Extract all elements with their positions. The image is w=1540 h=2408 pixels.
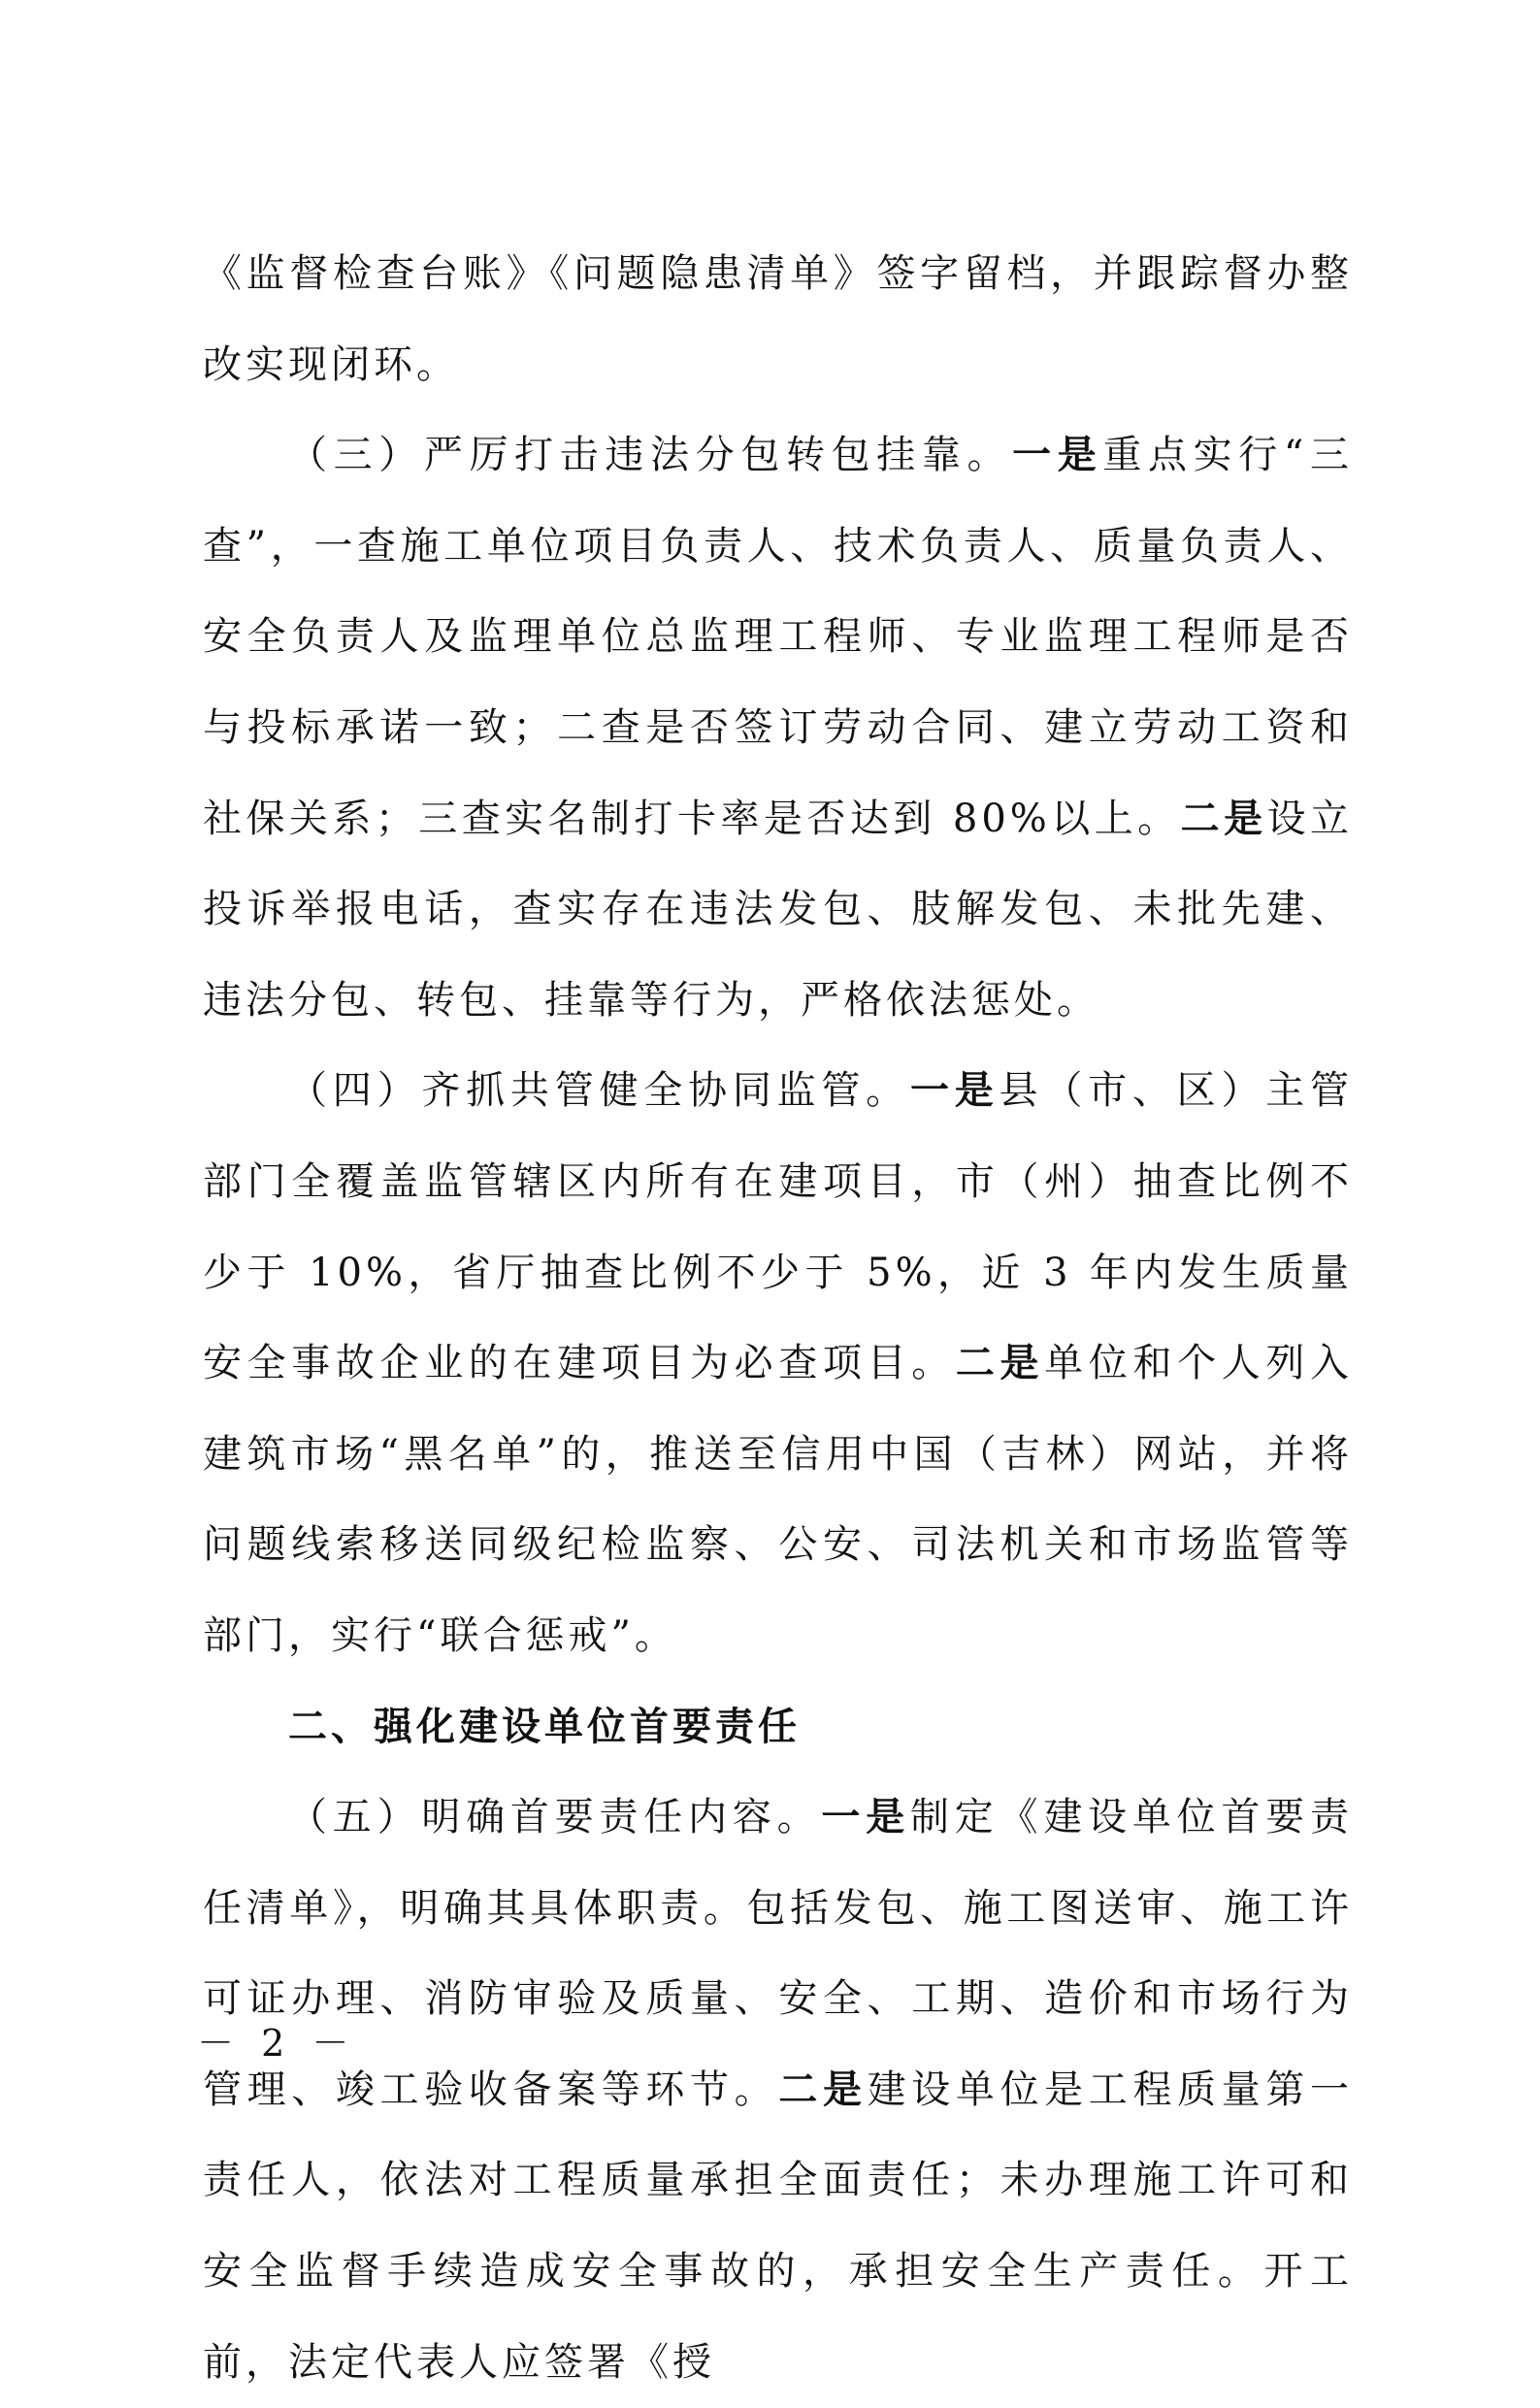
paragraph-text: 《监督检查台账》《问题隐患清单》签字留档，并跟踪督办整改实现闭环。 bbox=[203, 251, 1353, 387]
paragraph-text: （三）严厉打击违法分包转包挂靠。 bbox=[288, 433, 1013, 478]
paragraph-text: （四）齐抓共管健全协同监管。 bbox=[288, 1068, 910, 1114]
emphasis-keyword: 一是 bbox=[909, 1068, 999, 1114]
body-paragraph bbox=[203, 1046, 1353, 1681]
emphasis-keyword: 二是 bbox=[955, 1341, 1045, 1386]
paragraph-text: 设立投诉举报电话，查实存在违法发包、肢解发包、未批先建、违法分包、转包、挂靠等行为，严格依法惩处。 bbox=[203, 796, 1354, 1023]
body-paragraph bbox=[203, 410, 1353, 1046]
emphasis-keyword: 二是 bbox=[1180, 796, 1267, 841]
paragraph-text: 建设单位是工程质量第一责任人，依法对工程质量承担全面责任；未办理施工许可和安全监督手续造成安全事故的，承担安全生产责任。开工前，法定代表人应签署《授 bbox=[203, 2066, 1354, 2385]
page-number: － 2 － bbox=[197, 2022, 357, 2065]
paragraph-text: 单位和个人列入建筑市场“黑名单”的，推送至信用中国（吉林）网站，并将问题线索移送同级纪检监察、公安、司法机关和市场监管等部门，实行“联合惩戒”。 bbox=[203, 1341, 1354, 1658]
paragraph-text: 重点实行“三查”，一查施工单位项目负责人、技术负责人、质量负责人、安全负责人及监理单位总监理工程师、专业监理工程师是否与投标承诺一致；二查是否签订劳动合同、建立劳动工资和社保关系；三查实名制打卡率是否达到 80%以上。 bbox=[203, 433, 1354, 841]
paragraph-text: （五）明确首要责任内容。 bbox=[288, 1795, 822, 1840]
document-body bbox=[203, 229, 1353, 2408]
emphasis-keyword: 一是 bbox=[1012, 433, 1103, 478]
paragraph-text: 制定《建设单位首要责任清单》，明确其具体职责。包括发包、施工图送审、施工许可证办理、消防审验及质量、安全、工期、造价和市场行为管理、竣工验收备案等环节。 bbox=[203, 1795, 1354, 2112]
emphasis-keyword: 二是 bbox=[778, 2066, 868, 2112]
emphasis-keyword: 一是 bbox=[821, 1795, 910, 1840]
body-paragraph bbox=[203, 229, 1353, 410]
paragraph-text: 县（市、区）主管部门全覆盖监管辖区内所有在建项目，市（州）抽查比例不少于 10%，省厅抽查比例不少于 5%，近 3 年内发生质量安全事故企业的在建项目为必查项目。 bbox=[203, 1068, 1354, 1386]
section-heading: 二、强化建设单位首要责任 bbox=[288, 1704, 801, 1749]
body-paragraph bbox=[203, 1773, 1353, 2408]
